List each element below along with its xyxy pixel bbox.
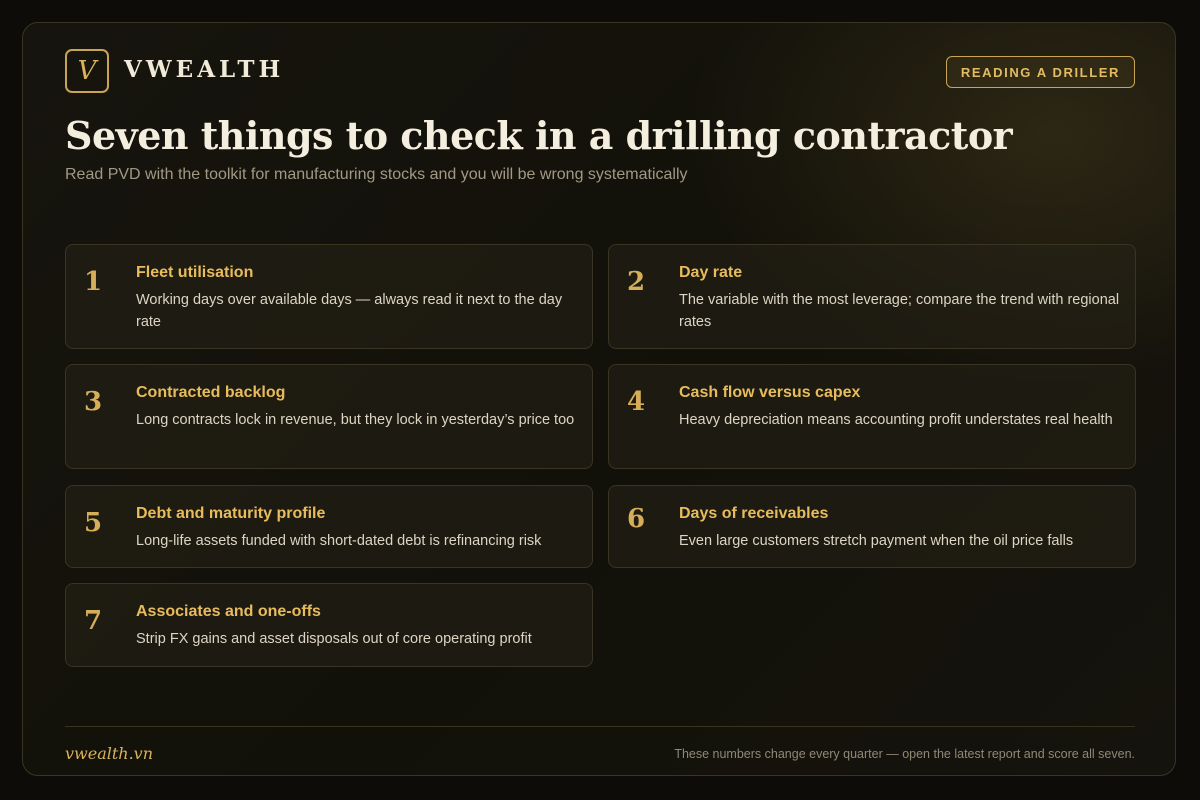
item-title: Day rate [679,264,743,281]
brand-logo[interactable] [65,49,109,93]
page-subtitle: Read PVD with the toolkit for manufacturing stocks and you will be wrong systematically [65,166,688,183]
item-number: 6 [627,504,646,534]
item-description: Long-life assets funded with short-dated debt is refinancing risk [136,533,542,549]
page-title: Seven things to check in a drilling contractor [65,113,1013,158]
item-title: Contracted backlog [136,384,286,401]
checklist-item [608,364,1136,469]
checklist-item [65,244,593,349]
item-title: Debt and maturity profile [136,505,326,522]
item-description: Long contracts lock in revenue, but they lock in yesterday’s price too [136,412,575,428]
checklist-item [65,485,593,568]
item-number: 2 [627,267,646,297]
item-number: 3 [84,387,103,417]
item-description: Even large customers stretch payment when the oil price falls [679,533,1074,549]
footer-divider [65,726,1135,727]
item-description: Working days over available days — always read it next to the day rate [136,292,563,330]
item-description: Heavy depreciation means accounting profit understates real health [679,412,1113,428]
checklist-item [608,244,1136,349]
checklist-item [65,583,593,667]
item-description: The variable with the most leverage; compare the trend with regional rates [679,292,1120,330]
footer-note: These numbers change every quarter — open the latest report and score all seven. [674,747,1135,761]
item-number: 7 [84,606,103,636]
item-title: Days of receivables [679,505,829,522]
item-title: Associates and one-offs [136,603,321,620]
item-description: Strip FX gains and asset disposals out of core operating profit [136,631,532,647]
footer-site-link[interactable]: vwealth.vn [65,744,154,763]
item-number: 4 [627,387,646,417]
item-title: Fleet utilisation [136,264,254,281]
infographic-card [22,22,1176,776]
checklist-item [608,485,1136,568]
item-number: 5 [84,508,103,538]
logo-letter: V [77,56,97,86]
checklist-item [65,364,593,469]
brand-name: VWEALTH [124,56,285,83]
item-title: Cash flow versus capex [679,384,861,401]
topic-badge: READING A DRILLER [946,56,1135,88]
item-number: 1 [84,267,103,297]
